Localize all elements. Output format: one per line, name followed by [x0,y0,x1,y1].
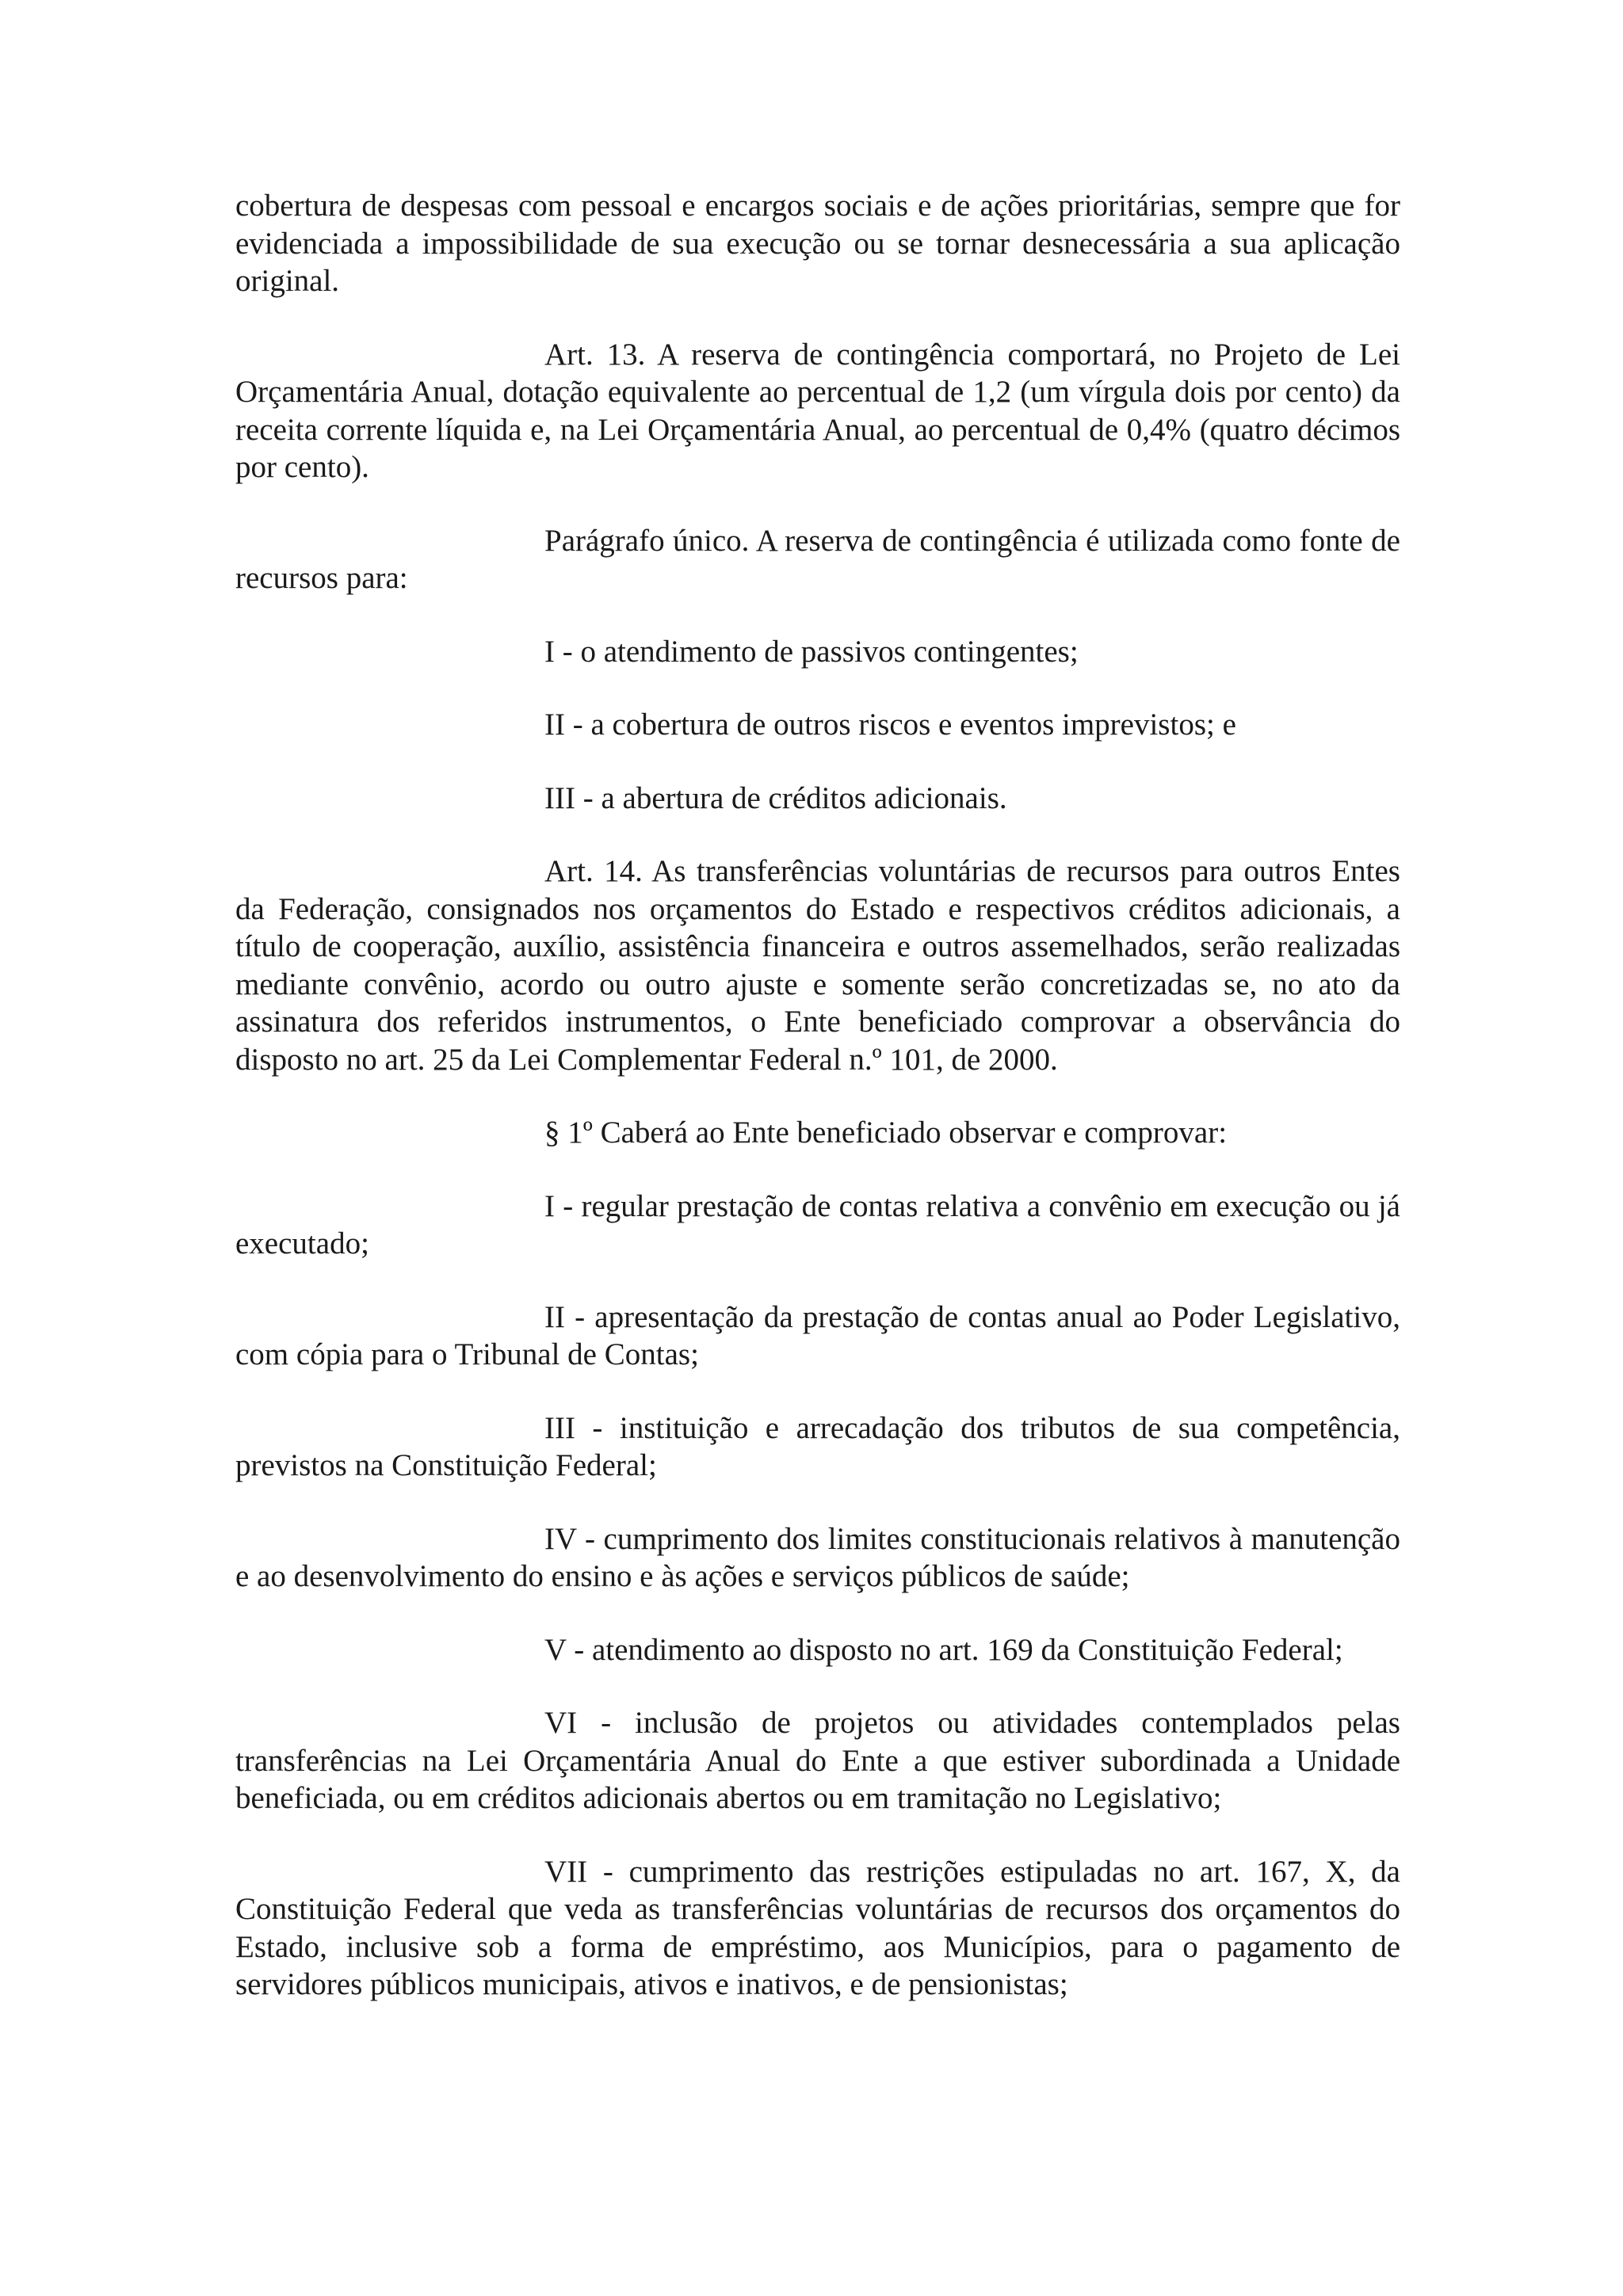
paragraph-art-13: Art. 13. A reserva de contingência comportará, no Projeto de Lei Orçamentária Anual, dotação equivalente ao percentual de 1,2 (um vírgula dois por cento) da receita corrente líquida e, na Lei Orçamentária Anual, ao percentual de 0,4% (quatro décimos por cento). [235,337,1400,484]
list-item-art-14-vi: VI - inclusão de projetos ou atividades contemplados pelas transferências na Lei Orçamentária Anual do Ente a que estiver subordinada a Unidade beneficiada, ou em créditos adicionais abertos ou em tramitação no Legislativo; [235,1706,1400,1815]
paragraph-art-14: Art. 14. As transferências voluntárias de recursos para outros Entes da Federação, consignados nos orçamentos do Estado e respectivos créditos adicionais, a título de cooperação, auxílio, assistência financeira e outros assemelhados, serão realizadas mediante convênio, acordo ou outro ajuste e somente serão concretizadas se, no ato da assinatura dos referidos instrumentos, o Ente beneficiado comprovar a observância do disposto no art. 25 da Lei Complementar Federal n.º 101, de 2000. [235,854,1400,1077]
list-item-art-14-iv: IV - cumprimento dos limites constitucionais relativos à manutenção e ao desenvolvimento do ensino e às ações e serviços públicos de saúde; [235,1521,1400,1593]
list-item-art-14-vii: VII - cumprimento das restrições estipuladas no art. 167, X, da Constituição Federal que veda as transferências voluntárias de recursos dos orçamentos do Estado, inclusive sob a forma de empréstimo, aos Municípios, para o pagamento de servidores públicos municipais, ativos e inativos, e de pensionistas; [235,1854,1400,2001]
list-item-art-14-i: I - regular prestação de contas relativa a convênio em execução ou já executado; [235,1188,1400,1261]
list-item-art-14-iii: III - instituição e arrecadação dos tributos de sua competência, previstos na Constituição Federal; [235,1410,1400,1482]
list-item-art-13-iii: III - a abertura de créditos adicionais. [544,780,1007,815]
paragraph-continuation: cobertura de despesas com pessoal e encargos sociais e de ações prioritárias, sempre que for evidenciada a impossibilidade de sua execução ou se tornar desnecessária a sua aplicação original. [235,189,1400,298]
list-item-art-14-ii: II - apresentação da prestação de contas anual ao Poder Legislativo, com cópia para o Tribunal de Contas; [235,1299,1400,1371]
paragraph-art-13-sole-paragraph: Parágrafo único. A reserva de contingência é utilizada como fonte de recursos para: [235,523,1400,595]
list-item-art-13-i: I - o atendimento de passivos contingentes; [544,634,1079,669]
paragraph-art-14-section-1: § 1º Caberá ao Ente beneficiado observar e comprovar: [544,1116,1228,1150]
document-page [235,187,1400,2039]
list-item-art-13-ii: II - a cobertura de outros riscos e eventos imprevistos; e [544,707,1236,742]
list-item-art-14-v: V - atendimento ao disposto no art. 169 da Constituição Federal; [544,1632,1343,1667]
